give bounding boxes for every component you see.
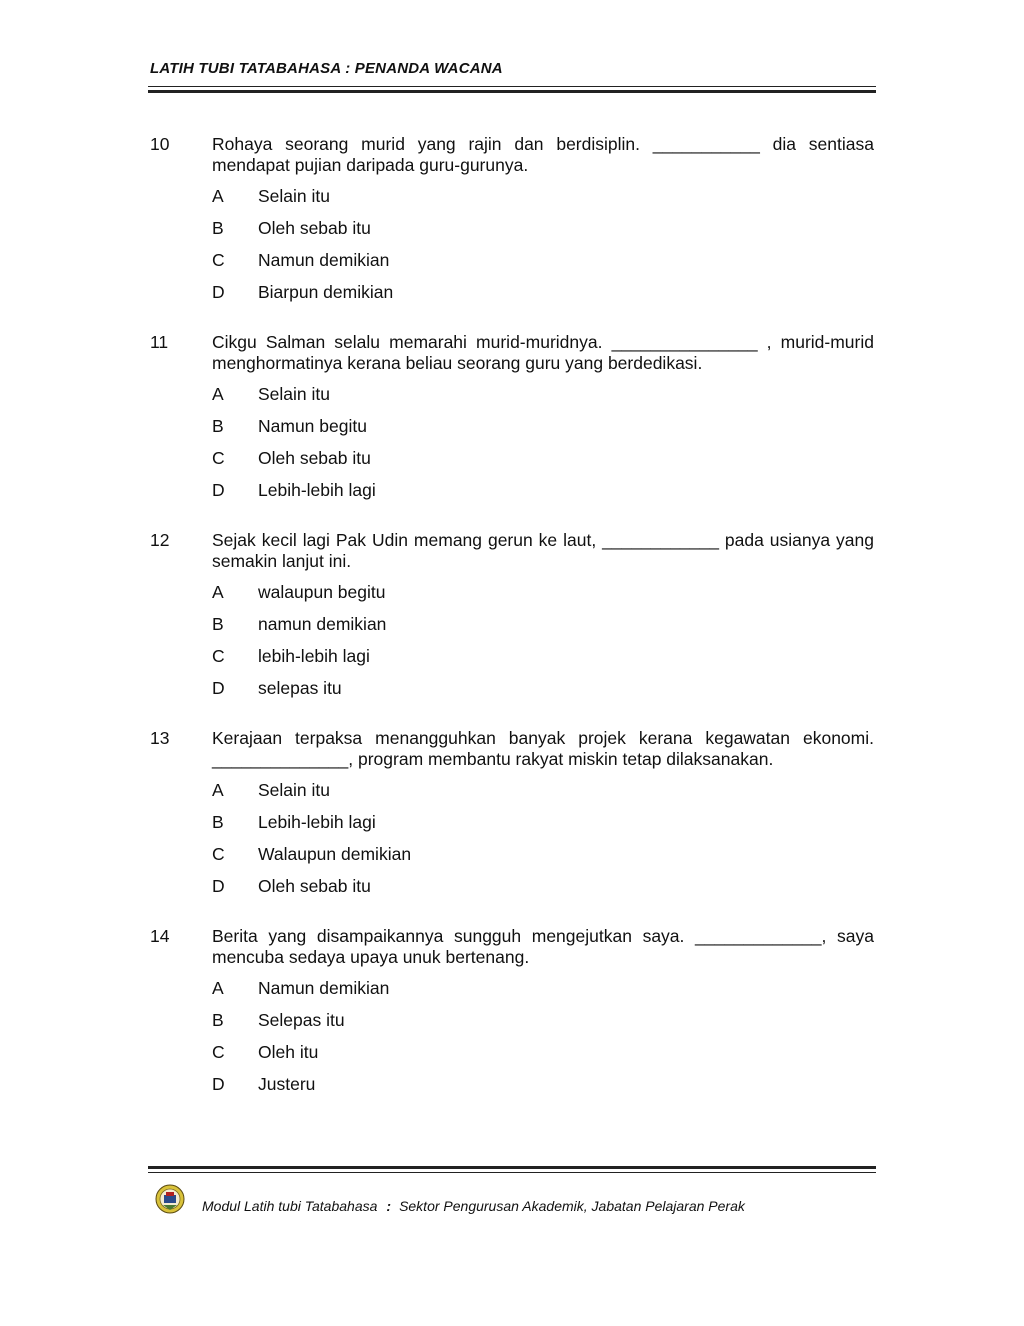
option-text: Oleh sebab itu xyxy=(258,876,371,896)
footer-rule-thick xyxy=(148,1166,876,1169)
question-text: Rohaya seorang murid yang rajin dan berdisiplin. ___________ dia sentiasa mendapat pujian daripada guru-gurunya. xyxy=(212,134,874,175)
option-a xyxy=(212,978,874,1010)
option-text: Selepas itu xyxy=(258,1010,345,1030)
option-text: selepas itu xyxy=(258,678,342,698)
option-letter: C xyxy=(212,646,225,666)
question-number: 14 xyxy=(150,926,170,946)
option-letter: A xyxy=(212,582,224,602)
option-letter: D xyxy=(212,282,225,302)
option-letter: A xyxy=(212,978,224,998)
option-a xyxy=(212,780,874,812)
option-text: Oleh sebab itu xyxy=(258,218,371,238)
option-c xyxy=(212,844,874,876)
option-letter: C xyxy=(212,1042,225,1062)
option-b xyxy=(212,218,874,250)
question-text: Sejak kecil lagi Pak Udin memang gerun ke laut, ____________ pada usianya yang semakin lanjut ini. xyxy=(212,530,874,571)
question-12 xyxy=(150,530,874,710)
option-list xyxy=(212,582,874,710)
option-c xyxy=(212,250,874,282)
question-number: 10 xyxy=(150,134,170,154)
option-c xyxy=(212,448,874,480)
footer-text xyxy=(202,1198,745,1214)
option-b xyxy=(212,812,874,844)
option-letter: A xyxy=(212,384,224,404)
option-text: walaupun begitu xyxy=(258,582,386,602)
option-b xyxy=(212,614,874,646)
footer-organization: Sektor Pengurusan Akademik, Jabatan Pelajaran Perak xyxy=(399,1198,745,1214)
option-letter: D xyxy=(212,876,225,896)
option-letter: D xyxy=(212,480,225,500)
option-d xyxy=(212,480,874,512)
option-text: Namun demikian xyxy=(258,250,390,270)
page-title: LATIH TUBI TATABAHASA : PENANDA WACANA xyxy=(150,60,503,77)
option-text: Namun begitu xyxy=(258,416,367,436)
option-letter: D xyxy=(212,678,225,698)
option-letter: B xyxy=(212,218,224,238)
option-letter: A xyxy=(212,780,224,800)
option-letter: A xyxy=(212,186,224,206)
option-d xyxy=(212,678,874,710)
state-crest-icon xyxy=(155,1184,185,1214)
option-letter: C xyxy=(212,250,225,270)
option-d xyxy=(212,1074,874,1106)
question-11 xyxy=(150,332,874,512)
option-text: Walaupun demikian xyxy=(258,844,412,864)
option-list xyxy=(212,186,874,314)
option-text: Selain itu xyxy=(258,384,330,404)
option-text: Selain itu xyxy=(258,780,330,800)
option-a xyxy=(212,384,874,416)
option-text: Selain itu xyxy=(258,186,330,206)
question-text: Berita yang disampaikannya sungguh mengejutkan saya. _____________, saya mencuba sedaya upaya unuk bertenang. xyxy=(212,926,874,967)
footer-rule-thin xyxy=(148,1172,876,1173)
option-d xyxy=(212,282,874,314)
header-rule-thin xyxy=(148,86,876,87)
option-letter: B xyxy=(212,812,224,832)
option-letter: C xyxy=(212,844,225,864)
question-number: 11 xyxy=(150,332,169,352)
option-c xyxy=(212,646,874,678)
option-letter: D xyxy=(212,1074,225,1094)
question-text: Cikgu Salman selalu memarahi murid-muridnya. _______________ , murid-murid menghormatinya kerana beliau seorang guru yang berdedikasi. xyxy=(212,332,874,373)
option-letter: B xyxy=(212,614,224,634)
option-letter: B xyxy=(212,1010,224,1030)
option-d xyxy=(212,876,874,908)
option-letter: C xyxy=(212,448,225,468)
option-text: Lebih-lebih lagi xyxy=(258,812,376,832)
question-number: 13 xyxy=(150,728,170,748)
option-a xyxy=(212,582,874,614)
option-a xyxy=(212,186,874,218)
option-list xyxy=(212,780,874,908)
question-13 xyxy=(150,728,874,908)
option-text: Namun demikian xyxy=(258,978,390,998)
option-text: lebih-lebih lagi xyxy=(258,646,370,666)
question-10 xyxy=(150,134,874,314)
option-c xyxy=(212,1042,874,1074)
option-list xyxy=(212,978,874,1106)
footer-module: Modul Latih tubi Tatabahasa xyxy=(202,1198,378,1214)
option-text: Biarpun demikian xyxy=(258,282,394,302)
option-list xyxy=(212,384,874,512)
footer-separator: : xyxy=(386,1198,392,1214)
question-number: 12 xyxy=(150,530,170,550)
option-text: namun demikian xyxy=(258,614,387,634)
question-14 xyxy=(150,926,874,1106)
question-text: Kerajaan terpaksa menangguhkan banyak projek kerana kegawatan ekonomi. ______________, program membantu rakyat miskin tetap dilaksanakan. xyxy=(212,728,874,769)
option-letter: B xyxy=(212,416,224,436)
option-text: Justeru xyxy=(258,1074,316,1094)
option-b xyxy=(212,416,874,448)
option-b xyxy=(212,1010,874,1042)
header-rule-thick xyxy=(148,90,876,93)
option-text: Lebih-lebih lagi xyxy=(258,480,376,500)
option-text: Oleh sebab itu xyxy=(258,448,371,468)
option-text: Oleh itu xyxy=(258,1042,319,1062)
question-list xyxy=(150,134,874,1124)
